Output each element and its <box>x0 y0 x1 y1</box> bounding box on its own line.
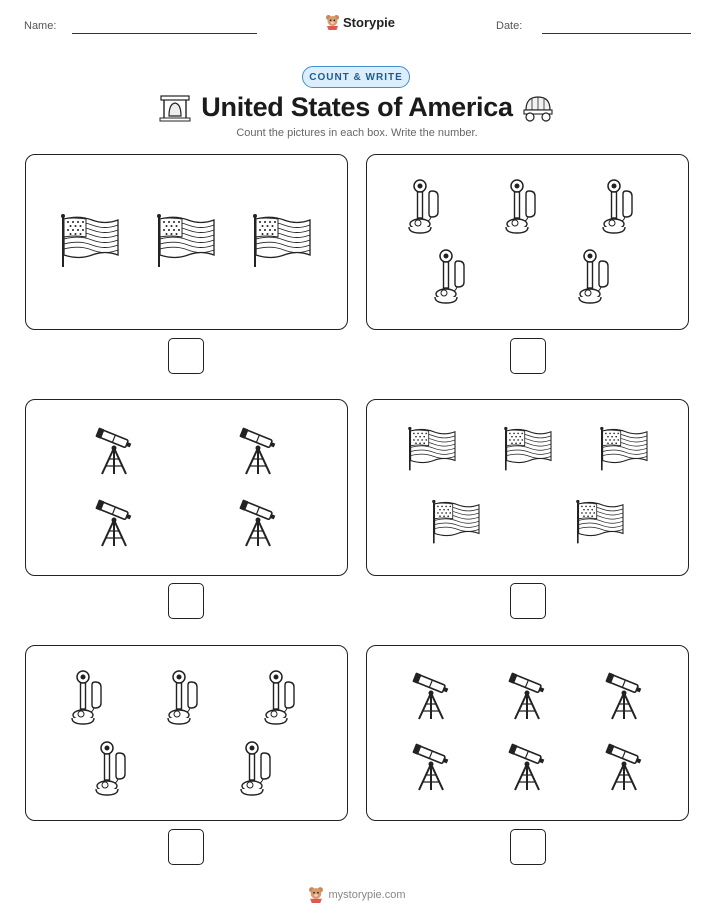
telescope-icon <box>507 671 547 721</box>
candlestick-telephone-icon <box>166 670 206 726</box>
storypie-bear-icon <box>308 886 324 903</box>
footer-url[interactable]: mystorypie.com <box>328 888 406 901</box>
page-title: United States of America <box>201 92 513 122</box>
telescope-icon <box>238 426 278 476</box>
candlestick-telephone-icon <box>504 179 544 235</box>
date-line[interactable] <box>542 33 691 34</box>
telescope-icon <box>411 742 451 792</box>
answer-box-3[interactable] <box>168 583 204 619</box>
flag-icon <box>575 499 625 545</box>
flag-icon <box>503 426 553 472</box>
flag-icon <box>599 426 649 472</box>
answer-box-2[interactable] <box>510 338 546 374</box>
telescope-icon <box>238 498 278 548</box>
telescope-icon <box>94 498 134 548</box>
flag-icon <box>407 426 457 472</box>
candlestick-telephone-icon <box>70 670 110 726</box>
telescope-icon <box>604 671 644 721</box>
candlestick-telephone-icon <box>407 179 447 235</box>
instructions: Count the pictures in each box. Write the number. <box>236 127 478 139</box>
answer-box-5[interactable] <box>168 829 204 865</box>
candlestick-telephone-icon <box>601 179 641 235</box>
footer <box>0 886 714 903</box>
candlestick-telephone-icon <box>577 249 617 305</box>
flag-icon <box>252 211 312 271</box>
storypie-logo <box>325 14 395 30</box>
flag-icon <box>431 499 481 545</box>
date-label: Date: <box>496 20 523 32</box>
answer-box-1[interactable] <box>168 338 204 374</box>
counting-box-5 <box>25 645 348 821</box>
counting-box-2 <box>366 154 689 330</box>
telescope-icon <box>94 426 134 476</box>
flag-icon <box>60 211 120 271</box>
candlestick-telephone-icon <box>239 741 279 797</box>
telescope-icon <box>604 742 644 792</box>
counting-box-1 <box>25 154 348 330</box>
candlestick-telephone-icon <box>94 741 134 797</box>
name-label: Name: <box>24 20 57 32</box>
name-line[interactable] <box>72 33 257 34</box>
flag-icon <box>156 211 216 271</box>
counting-box-3 <box>25 399 348 576</box>
answer-box-6[interactable] <box>510 829 546 865</box>
candlestick-telephone-icon <box>433 249 473 305</box>
brand-name: Storypie <box>343 14 396 30</box>
telescope-icon <box>411 671 451 721</box>
answer-box-4[interactable] <box>510 583 546 619</box>
candlestick-telephone-icon <box>263 670 303 726</box>
counting-box-6 <box>366 645 689 821</box>
counting-box-4 <box>366 399 689 576</box>
telescope-icon <box>507 742 547 792</box>
count-write-badge: COUNT & WRITE <box>302 66 410 88</box>
storypie-bear-icon <box>325 14 340 30</box>
covered-wagon-icon <box>521 94 555 122</box>
